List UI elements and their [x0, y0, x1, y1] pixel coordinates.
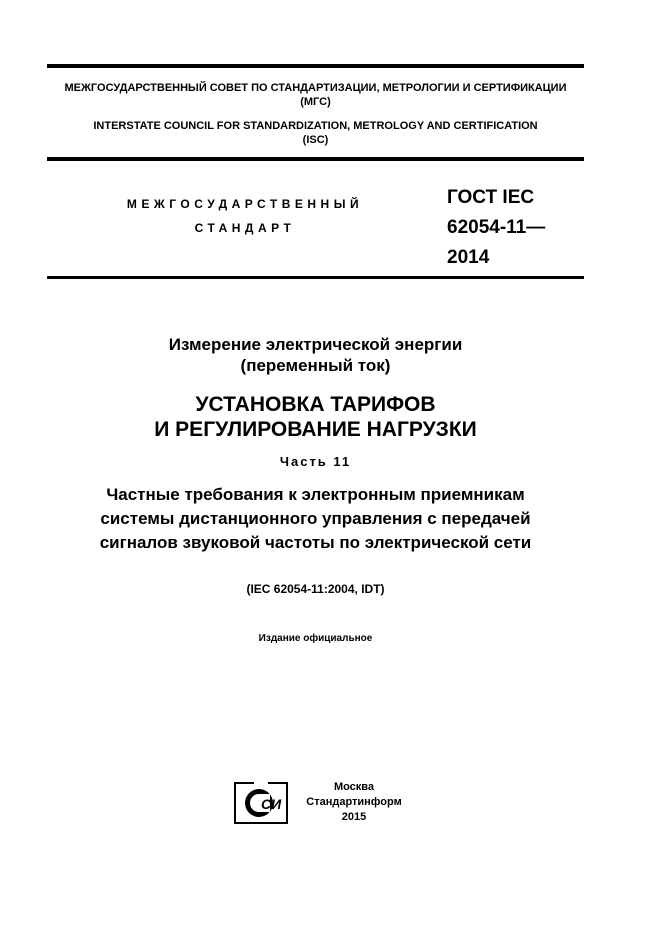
council-en-abbr: (ISC) — [302, 134, 329, 146]
edition-note: Издание официальное — [258, 633, 373, 644]
publisher-imprint — [296, 780, 412, 825]
designation-line3: 2014 — [447, 247, 490, 268]
council-en-name: INTERSTATE COUNCIL FOR STANDARDIZATION, METROLOGY AND CERTIFICATION — [93, 120, 538, 132]
designation-rule — [47, 276, 584, 279]
publisher-city: Москва — [333, 781, 375, 793]
general-title-line1: Измерение электрической энергии — [168, 335, 463, 354]
svg-text:СИ: СИ — [261, 796, 282, 812]
main-title-line1: УСТАНОВКА ТАРИФОВ — [195, 393, 436, 416]
council-rule — [47, 157, 584, 161]
subtitle-line1: Частные требования к электронным приемникам — [106, 485, 525, 504]
publisher-name: Стандартинформ — [306, 796, 402, 808]
part-label: Часть 11 — [279, 454, 352, 469]
main-title-line2: И РЕГУЛИРОВАНИЕ НАГРУЗКИ — [154, 418, 477, 441]
standard-kind-line1: МЕЖГОСУДАРСТВЕННЫЙ — [126, 197, 364, 211]
subtitle-line2: системы дистанционного управления с передачей — [100, 509, 531, 528]
council-ru-abbr: (МГС) — [300, 96, 331, 108]
top-rule — [47, 64, 584, 68]
standard-kind-line2: СТАНДАРТ — [194, 221, 296, 235]
standartinform-logo-icon — [234, 782, 288, 824]
council-ru-name: МЕЖГОСУДАРСТВЕННЫЙ СОВЕТ ПО СТАНДАРТИЗАЦИИ, МЕТРОЛОГИИ И СЕРТИФИКАЦИИ — [64, 82, 567, 94]
general-title-line2: (переменный ток) — [240, 356, 391, 375]
identity-note: (IEC 62054-11:2004, IDT) — [246, 582, 385, 596]
publication-year: 2015 — [341, 811, 367, 823]
subtitle-line3: сигналов звуковой частоты по электрической сети — [99, 533, 532, 552]
standard-designation — [447, 183, 545, 273]
designation-line1: ГОСТ IEC — [447, 187, 535, 208]
designation-line2: 62054-11— — [447, 217, 546, 238]
